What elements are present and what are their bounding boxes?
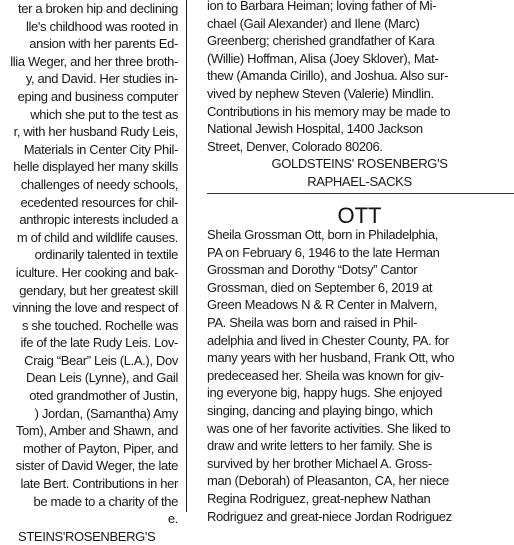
text-line: m of child and wildlife causes. — [16, 229, 178, 245]
text-line: thew (Amanda Cirillo), and Joshua. Also sur- — [207, 68, 449, 84]
text-line: National Jewish Hospital, 1400 Jackson — [207, 121, 423, 137]
text-line: lle's childhood was rooted in — [25, 18, 178, 34]
text-line: Grossman, died on September 6, 2019 at — [207, 279, 433, 295]
obituary-heading: OTT — [337, 203, 382, 228]
text-line: Contributions in his memory may be made to — [207, 103, 451, 119]
text-line: late Bert. Contributions in her — [20, 476, 178, 492]
text-line: many years with her husband, Frank Ott, who — [207, 350, 455, 366]
previous-obituary-continuation — [207, 0, 512, 191]
text-line: Grossman and Dorothy “Dotsy” Cantor — [207, 262, 418, 278]
left-funeral-home-signature: STEINS'ROSENBERG'S — [18, 528, 156, 544]
column-divider — [186, 0, 187, 512]
previous-obituary-text — [207, 0, 512, 155]
text-line: iculture. Her cooking and bak- — [15, 264, 178, 280]
right-column — [207, 0, 512, 524]
text-line: ansion with her parents Ed- — [29, 36, 178, 52]
text-line: singing, dancing and playing bingo, which — [207, 402, 433, 418]
text-line: draw and write letters to her family. She is — [207, 438, 432, 454]
text-line: y, and David. Her studies in- — [25, 71, 178, 87]
text-line: ter a broken hip and declining — [17, 1, 178, 16]
funeral-home-signature-line-2: RAPHAEL-SACKS — [307, 173, 412, 189]
text-line: ion to Barbara Heiman; loving father of Mi- — [207, 0, 437, 13]
text-line: which she put to the test as — [30, 106, 178, 122]
text-line: mother of Payton, Piper, and — [23, 440, 178, 456]
text-line: e. — [167, 511, 178, 527]
text-line: oted grandmother of Justin, — [29, 388, 178, 404]
text-line: vived by nephew Steven (Valerie) Mindlin. — [207, 85, 434, 101]
text-line: anthropic interests included a — [19, 212, 178, 228]
text-line: Materials in Center City Phil- — [23, 141, 178, 157]
text-line: gendary, but her greatest skill — [19, 282, 178, 298]
text-line: adelphia and lived in Chester County, PA. for — [207, 332, 449, 348]
text-line: (Willie) Hoffman, Alisa (Joey Sklover), Mat- — [207, 50, 439, 66]
text-line: llia Weger, and her three broth- — [10, 53, 178, 69]
ott-obituary — [207, 226, 512, 525]
text-line: survived by her brother Michael A. Gross- — [207, 455, 432, 471]
text-line: ) Jordan, (Samantha) Amy — [34, 405, 178, 421]
text-line: ordinarily talented in textile — [34, 247, 178, 263]
text-line: be made to a charity of the — [33, 493, 178, 509]
text-line: PA. Sheila was born and raised in Phil- — [207, 314, 418, 330]
text-line: Street, Denver, Colorado 80206. — [207, 138, 383, 154]
text-line: ecedented resources for chil- — [20, 194, 178, 210]
text-line: Regina Rodriguez, great-nephew Nathan — [207, 490, 431, 506]
text-line: ife of the late Rudy Leis. Lov- — [20, 335, 178, 351]
text-line: Dean Leis (Lynne), and Gail — [26, 370, 178, 386]
left-obituary-text — [0, 0, 182, 528]
text-line: vinning the love and respect of — [12, 300, 178, 316]
funeral-home-signature-line-1: GOLDSTEINS' ROSENBERG'S — [271, 156, 448, 172]
ott-obituary-text — [207, 226, 512, 525]
text-line: Greenberg; cherished grandfather of Kara — [207, 33, 435, 49]
text-line: was one of her favorite activities. She liked to — [207, 420, 451, 436]
left-column — [0, 0, 182, 544]
text-line: ing everyone big, happy hugs. She enjoyed — [207, 385, 442, 401]
text-line: Craig “Bear” Leis (L.A.), Dov — [24, 352, 178, 368]
text-line: Rodriguez and great-niece Jordan Rodriguez — [207, 508, 452, 524]
text-line: predeceased her. Sheila was known for giv- — [207, 367, 444, 383]
text-line: sister of David Weger, the late — [15, 458, 178, 474]
text-line: PA on February 6, 1946 to the late Herman — [207, 244, 440, 260]
text-line: Sheila Grossman Ott, born in Philadelphia, — [207, 227, 438, 242]
text-line: helle displayed her many skills — [13, 159, 178, 175]
text-line: chael (Gail Alexander) and Ilene (Marc) — [207, 15, 420, 31]
text-line: s she touched. Rochelle was — [21, 317, 178, 333]
text-line: Green Meadows N & R Center in Malvern, — [207, 297, 438, 313]
text-line: eping and business computer — [17, 88, 178, 104]
text-line: man (Deborah) of Pleasanton, CA, her niece — [207, 473, 449, 489]
text-line: challenges of needy schools, — [20, 176, 178, 192]
text-line: Tom), Amber and Shawn, and — [15, 423, 178, 439]
text-line: r, with her husband Rudy Leis, — [13, 124, 178, 140]
section-rule — [207, 193, 514, 194]
